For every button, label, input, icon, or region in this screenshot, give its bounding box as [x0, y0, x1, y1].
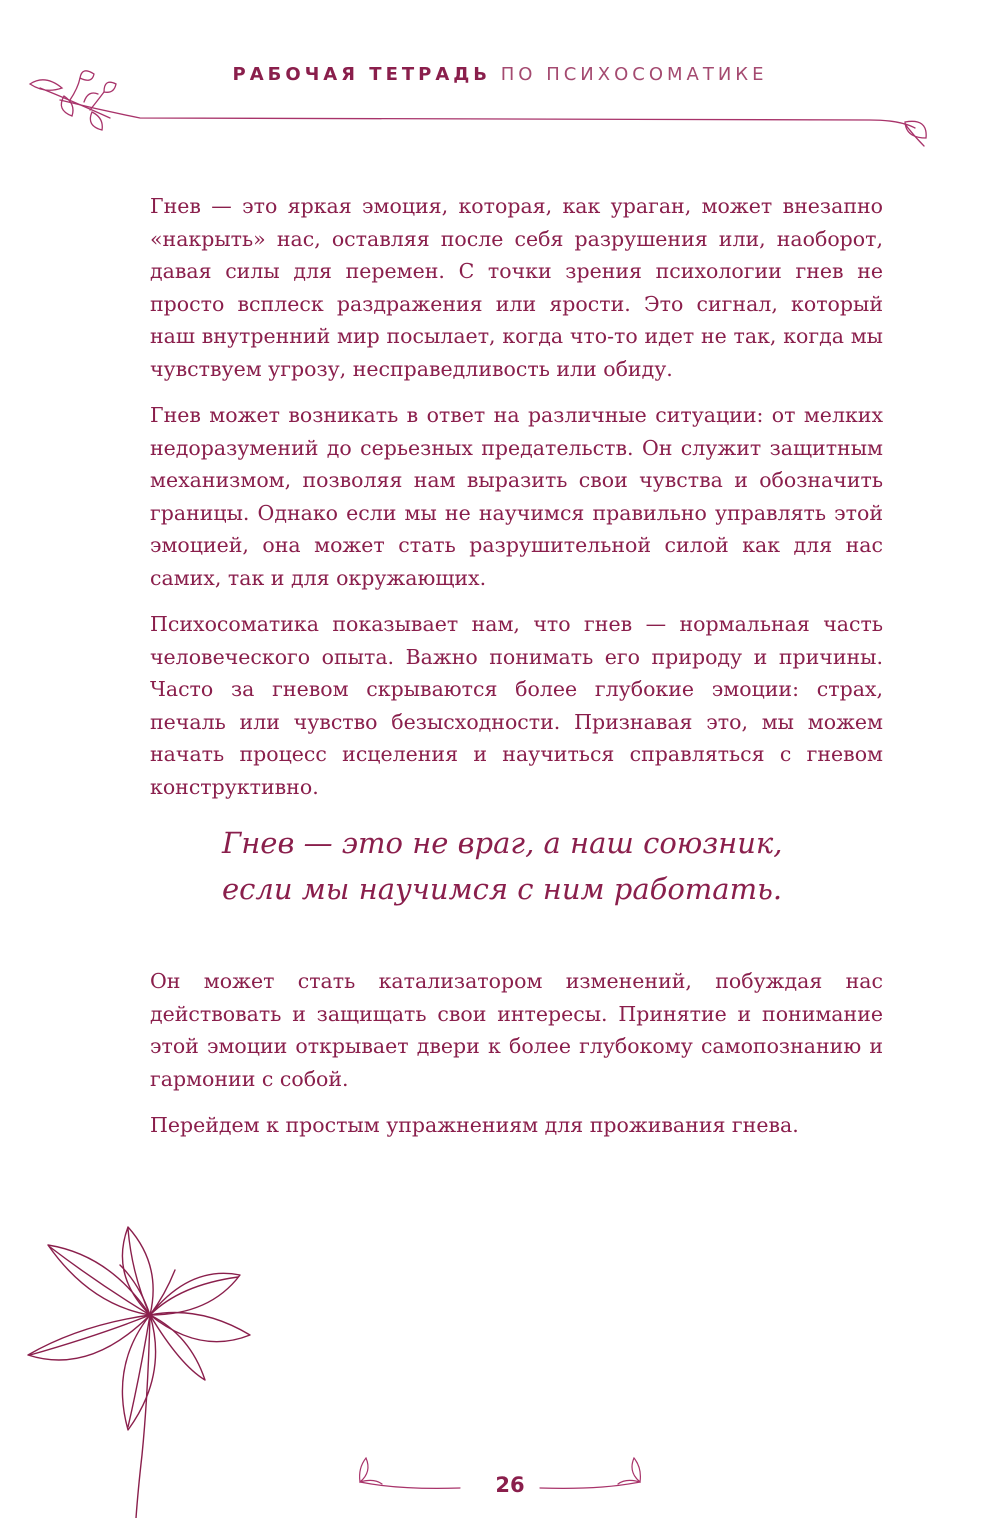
quote-line: если мы научимся с ним работать. [222, 872, 783, 906]
paragraph: Гнев — это яркая эмоция, которая, как ураган, может внезапно «накрыть» нас, оставляя после себя разрушения или, наоборот, давая силы для перемен. С точки зрения психологии гнев не просто всплеск раздражения или ярости. Это сигнал, который наш внутренний мир посылает, когда что-то идет не так, когда мы чувствуем угрозу, несправедливость или обиду. [150, 194, 883, 381]
flower-line-art-icon [0, 1215, 260, 1518]
quote-line: Гнев — это не враг, а наш союзник, [222, 826, 783, 860]
pull-quote [222, 820, 822, 912]
paragraph: Гнев может возникать в ответ на различные ситуации: от мелких недоразумений до серьезных предательств. Он служит защитным механизмом, позволяя нам выразить свои чувства и обозначить границы. Однако если мы не научимся правильно управлять этой эмоцией, она может стать разрушительной силой как для нас самих, так и для окружающих. [150, 403, 883, 590]
main-text-continued [150, 965, 883, 1156]
page-header [0, 0, 1000, 160]
paragraph: Психосоматика показывает нам, что гнев — нормальная часть человеческого опыта. Важно понимать его природу и причины. Часто за гневом скрываются более глубокие эмоции: страх, печаль или чувство безысходности. Признавая это, мы можем начать процесс исцеления и научиться справляться с гневом конструктивно. [150, 612, 883, 799]
main-text [150, 190, 883, 817]
header-title-light: ПО ПСИХОСОМАТИКЕ [500, 64, 768, 85]
page-number: 26 [495, 1473, 525, 1497]
running-header [0, 64, 1000, 85]
paragraph: Он может стать катализатором изменений, побуждая нас действовать и защищать свои интересы. Принятие и понимание этой эмоции открывает двери к более глубокому самопознанию и гармонии с собой. [150, 969, 883, 1091]
paragraph: Перейдем к простым упражнениям для проживания гнева. [150, 1113, 799, 1137]
header-title-bold: РАБОЧАЯ ТЕТРАДЬ [232, 64, 492, 85]
